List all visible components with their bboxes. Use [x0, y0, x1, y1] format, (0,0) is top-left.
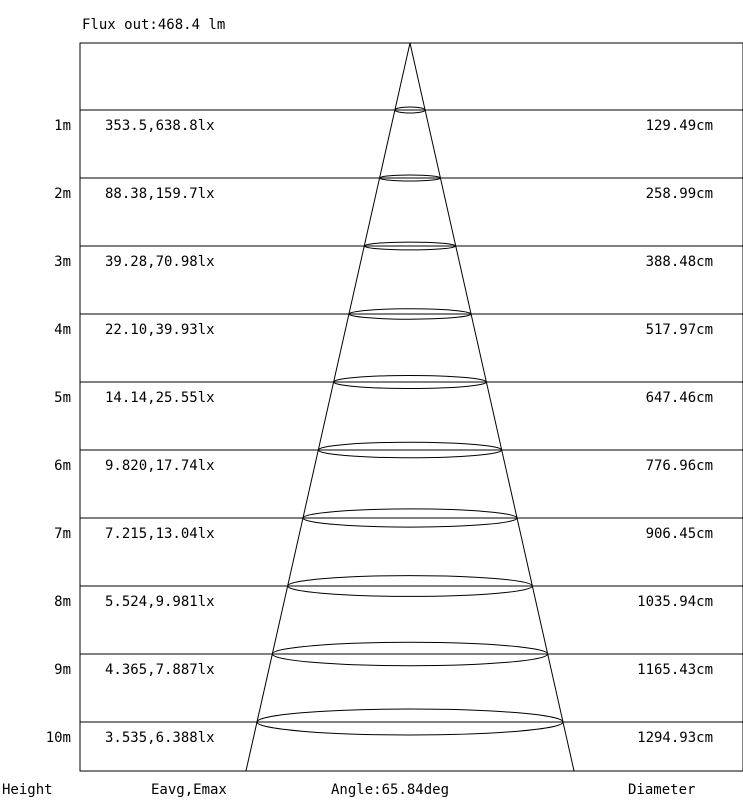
height-label-5m: 5m	[54, 390, 71, 406]
illuminance-label-10m: 3.535,6.388lx	[105, 730, 215, 746]
diameter-label-6m: 776.96cm	[645, 458, 713, 474]
diameter-label-3m: 388.48cm	[645, 254, 713, 270]
beam-right-edge	[410, 43, 574, 771]
illuminance-column-label: Eavg,Emax	[151, 782, 227, 798]
height-label-8m: 8m	[54, 594, 71, 610]
diameter-label-5m: 647.46cm	[645, 390, 713, 406]
chart-title: Flux out:468.4 lm	[82, 17, 226, 33]
angle-label: Angle:65.84deg	[331, 782, 450, 798]
diameter-label-4m: 517.97cm	[645, 322, 713, 338]
beam-left-edge	[246, 43, 410, 771]
height-label-9m: 9m	[54, 662, 71, 678]
diameter-label-1m: 129.49cm	[645, 118, 713, 134]
row-labels	[46, 118, 713, 746]
height-column-label: Height	[2, 782, 53, 798]
height-label-10m: 10m	[45, 730, 71, 746]
diameter-label-10m: 1294.93cm	[637, 730, 713, 746]
illuminance-label-4m: 22.10,39.93lx	[105, 322, 215, 338]
height-label-2m: 2m	[54, 186, 71, 202]
height-label-7m: 7m	[54, 526, 71, 542]
diameter-label-9m: 1165.43cm	[637, 662, 713, 678]
illuminance-label-1m: 353.5,638.8lx	[105, 118, 215, 134]
diameter-label-2m: 258.99cm	[645, 186, 713, 202]
diameter-column-label: Diameter	[628, 782, 696, 798]
diameter-label-7m: 906.45cm	[645, 526, 713, 542]
height-label-1m: 1m	[54, 118, 71, 134]
height-label-3m: 3m	[54, 254, 71, 270]
height-label-4m: 4m	[54, 322, 71, 338]
illuminance-label-2m: 88.38,159.7lx	[105, 186, 215, 202]
beam-cone	[246, 43, 574, 771]
illuminance-label-3m: 39.28,70.98lx	[105, 254, 215, 270]
illuminance-label-5m: 14.14,25.55lx	[105, 390, 215, 406]
height-label-6m: 6m	[54, 458, 71, 474]
illuminance-label-9m: 4.365,7.887lx	[105, 662, 215, 678]
illuminance-label-7m: 7.215,13.04lx	[105, 526, 215, 542]
diameter-label-8m: 1035.94cm	[637, 594, 713, 610]
illuminance-label-8m: 5.524,9.981lx	[105, 594, 215, 610]
illuminance-label-6m: 9.820,17.74lx	[105, 458, 215, 474]
